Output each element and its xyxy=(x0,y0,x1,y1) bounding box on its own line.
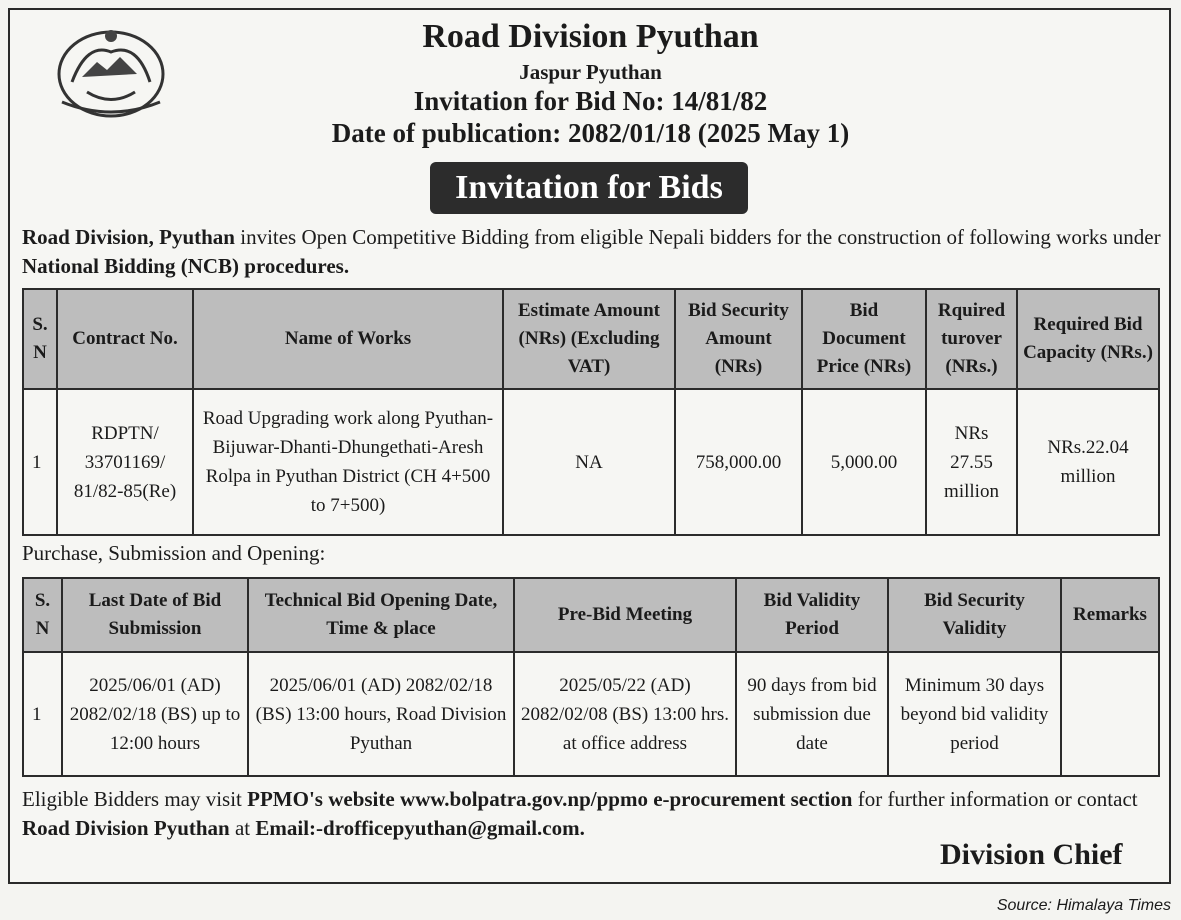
works-table xyxy=(22,288,1160,536)
works-header-estimate: Estimate Amount (NRs) (Excluding VAT) xyxy=(503,289,675,389)
invitation-banner: Invitation for Bids xyxy=(430,162,748,214)
schedule-cell-sn: 1 xyxy=(23,652,62,776)
works-header-turnover: Rquired turover (NRs.) xyxy=(926,289,1017,389)
publication-date: Date of publication: 2082/01/18 (2025 May 1) xyxy=(331,118,850,148)
page-subtitle: Jaspur Pyuthan xyxy=(519,60,662,84)
schedule-header-remarks: Remarks xyxy=(1061,578,1159,652)
works-cell-name: Road Upgrading work along Pyuthan-Bijuwar-Dhanti-Dhungethati-Aresh Rolpa in Pyuthan District (CH 4+500 to 7+500) xyxy=(193,389,503,535)
schedule-label: Purchase, Submission and Opening: xyxy=(22,541,326,565)
schedule-header-security-validity: Bid Security Validity xyxy=(888,578,1061,652)
schedule-header-pre-bid: Pre-Bid Meeting xyxy=(514,578,736,652)
works-header-sn: S. N xyxy=(23,289,57,389)
schedule-cell-last-date: 2025/06/01 (AD) 2082/02/18 (BS) up to 12:00 hours xyxy=(62,652,248,776)
schedule-cell-remarks xyxy=(1061,652,1159,776)
intro-ncb: National Bidding (NCB) procedures. xyxy=(22,254,350,278)
schedule-cell-security-validity: Minimum 30 days beyond bid validity period xyxy=(888,652,1061,776)
works-cell-contract: RDPTN/ 33701169/ 81/82-85(Re) xyxy=(57,389,193,535)
schedule-header-validity: Bid Validity Period xyxy=(736,578,888,652)
footer-text-2: for further information or contact xyxy=(852,787,1138,811)
footer-org: Road Division Pyuthan xyxy=(22,816,230,840)
bid-number: Invitation for Bid No: 14/81/82 xyxy=(413,86,768,116)
footer-text-3: at xyxy=(229,816,256,840)
works-cell-sn: 1 xyxy=(23,389,57,535)
works-header-doc-price: Bid Document Price (NRs) xyxy=(802,289,926,389)
signature: Division Chief xyxy=(940,838,1123,871)
schedule-header-opening: Technical Bid Opening Date, Time & place xyxy=(248,578,514,652)
schedule-header-last-date: Last Date of Bid Submission xyxy=(62,578,248,652)
schedule-header-row xyxy=(23,578,1159,652)
schedule-cell-pre-bid: 2025/05/22 (AD) 2082/02/08 (BS) 13:00 hrs. at office address xyxy=(514,652,736,776)
schedule-cell-opening: 2025/06/01 (AD) 2082/02/18 (BS) 13:00 hours, Road Division Pyuthan xyxy=(248,652,514,776)
works-cell-estimate: NA xyxy=(503,389,675,535)
works-cell-security: 758,000.00 xyxy=(675,389,802,535)
intro-org: Road Division, Pyuthan xyxy=(22,225,235,249)
works-cell-doc-price: 5,000.00 xyxy=(802,389,926,535)
works-cell-capacity: NRs.22.04 million xyxy=(1017,389,1159,535)
works-cell-turnover: NRs 27.55 million xyxy=(926,389,1017,535)
schedule-header-sn: S. N xyxy=(23,578,62,652)
footer-paragraph xyxy=(22,785,1162,843)
schedule-table xyxy=(22,577,1160,777)
source-credit: Source: Himalaya Times xyxy=(996,897,1171,914)
footer-email: Email:-drofficepyuthan@gmail.com. xyxy=(255,816,585,840)
intro-paragraph xyxy=(22,223,1162,281)
works-header-capacity: Required Bid Capacity (NRs.) xyxy=(1017,289,1159,389)
intro-text: invites Open Competitive Bidding from eligible Nepali bidders for the construction of following works under xyxy=(234,225,1161,249)
table-row xyxy=(23,652,1159,776)
footer-text-1: Eligible Bidders may visit xyxy=(22,787,248,811)
footer-website: PPMO's website www.bolpatra.gov.np/ppmo e-procurement section xyxy=(247,787,853,811)
works-header-contract: Contract No. xyxy=(57,289,193,389)
table-row xyxy=(23,389,1159,535)
works-header-security: Bid Security Amount (NRs) xyxy=(675,289,802,389)
works-header-name: Name of Works xyxy=(193,289,503,389)
page-title: Road Division Pyuthan xyxy=(422,18,759,55)
schedule-cell-validity: 90 days from bid submission due date xyxy=(736,652,888,776)
works-header-row xyxy=(23,289,1159,389)
